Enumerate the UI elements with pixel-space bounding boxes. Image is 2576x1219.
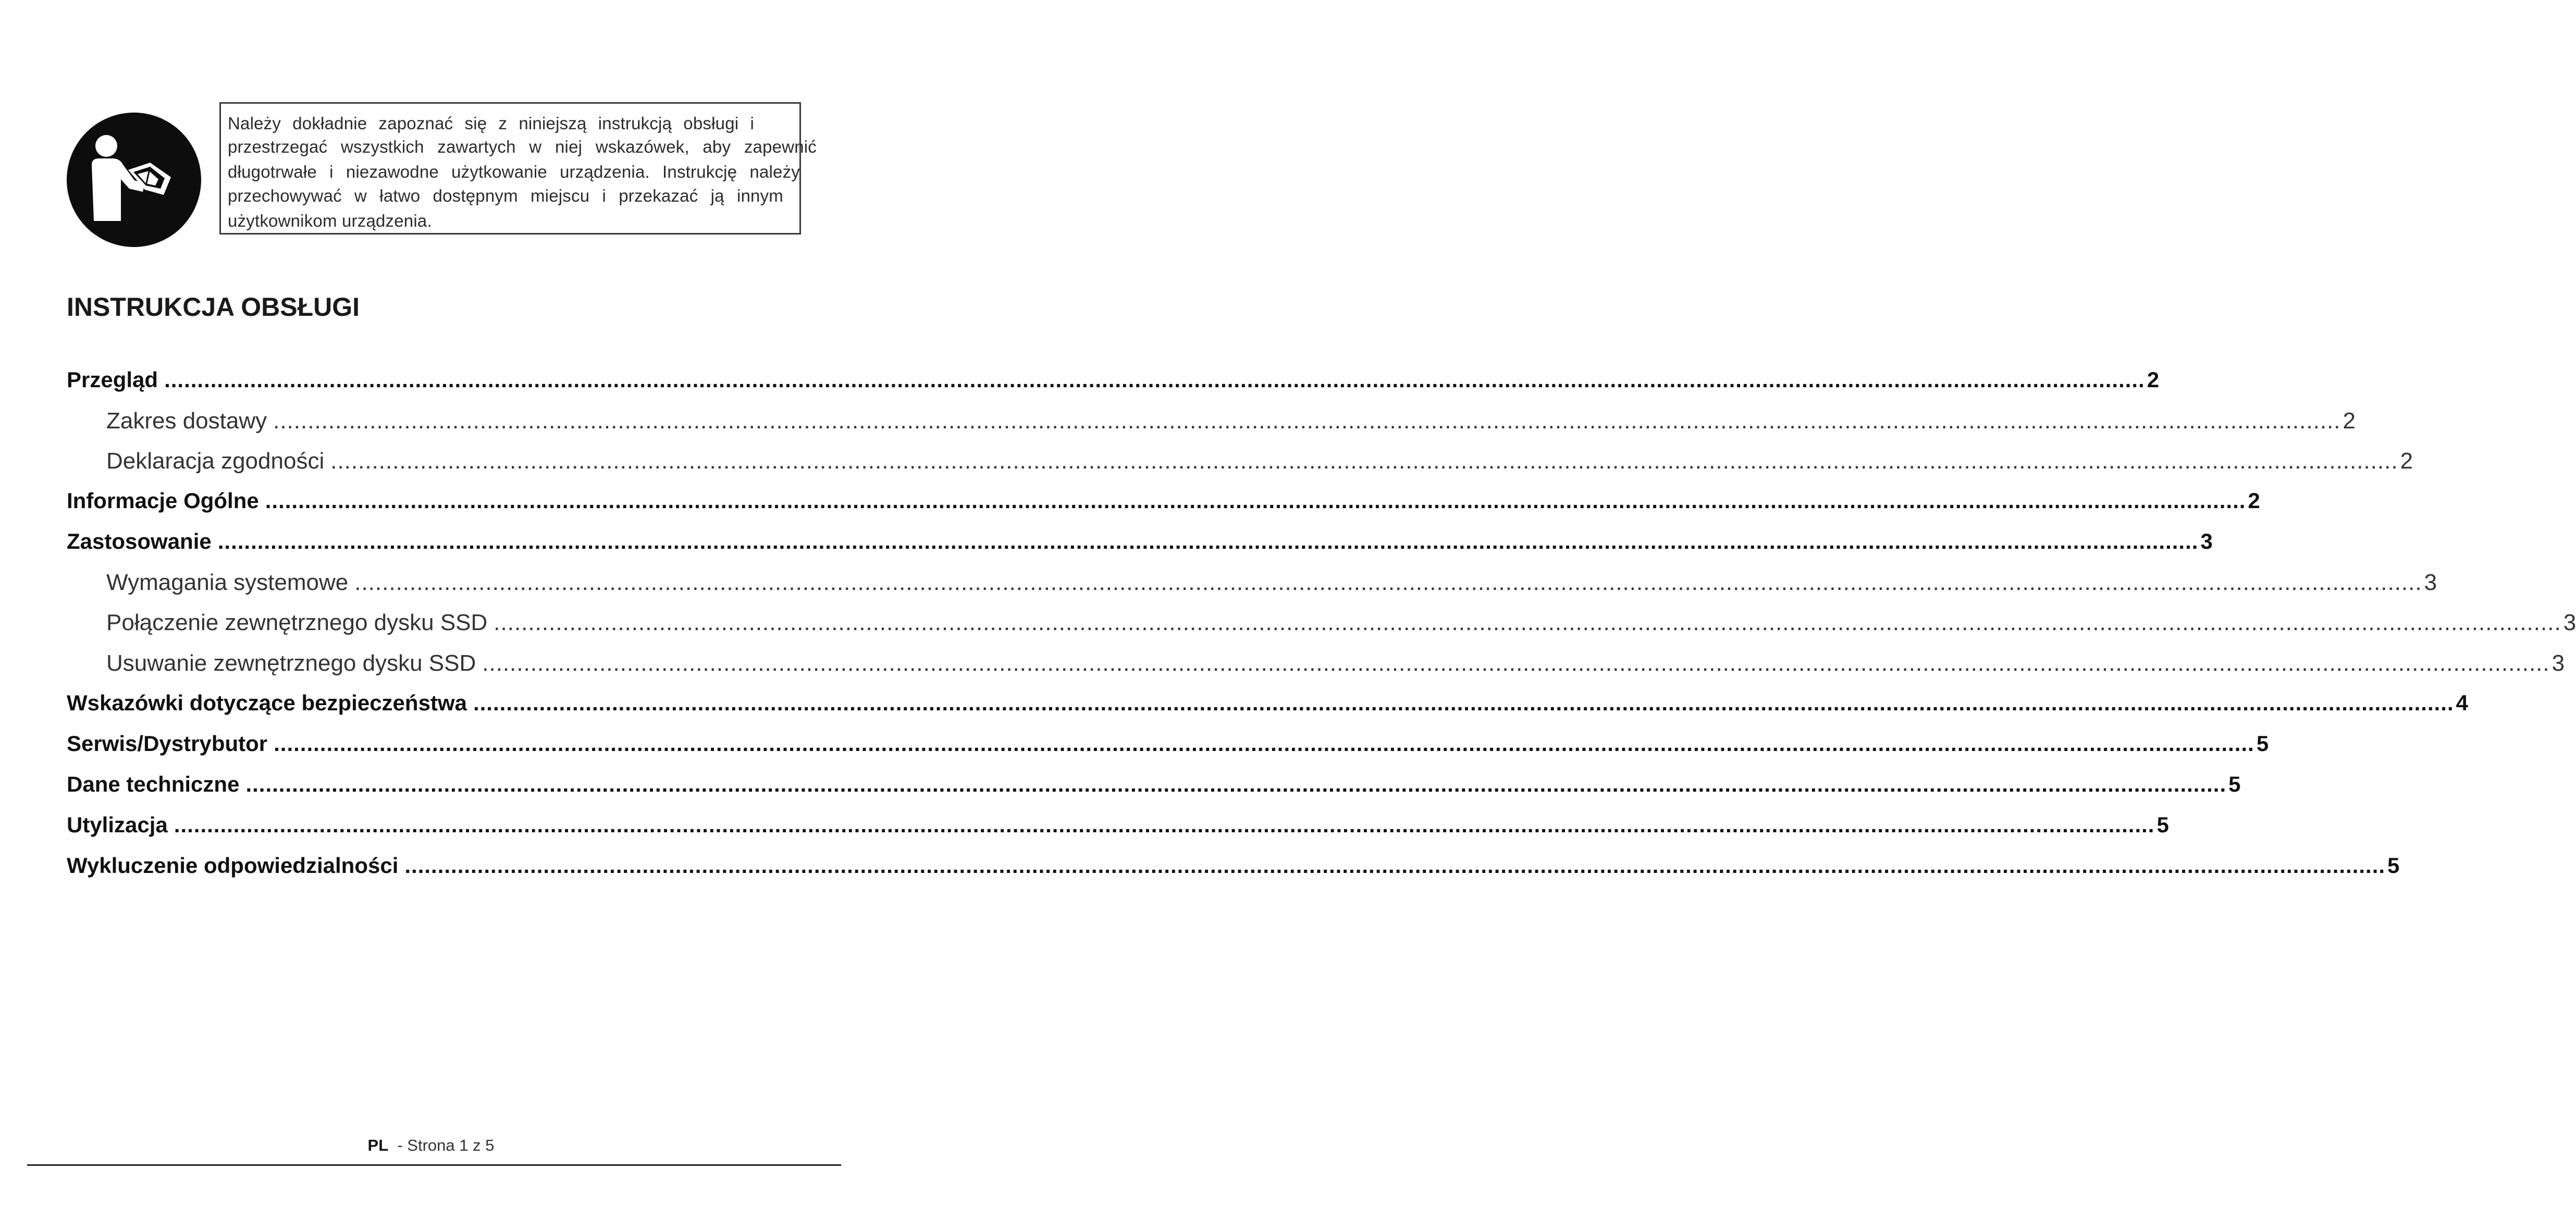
toc-entry[interactable] xyxy=(106,408,2356,439)
toc-entry[interactable] xyxy=(106,650,2565,682)
toc-dot-leader: ............................................................................................................................................................................................................................................................................................................ xyxy=(473,691,2454,715)
notice-line-5: użytkownikom urządzenia. xyxy=(228,211,432,230)
page-title: INSTRUKCJA OBSŁUGI xyxy=(67,292,360,322)
toc-entry-title: Dane techniczne xyxy=(67,772,240,796)
toc-entry[interactable] xyxy=(67,772,2241,803)
toc-dot-leader: ............................................................................................................................................................................................................................................................................................................ xyxy=(265,488,2246,513)
toc-entry-page: 2 xyxy=(2147,367,2160,392)
footer-divider xyxy=(27,1164,841,1166)
toc-entry-page: 5 xyxy=(2156,812,2169,837)
toc-entry-page: 2 xyxy=(2400,448,2413,474)
toc-entry-title: Przegląd xyxy=(67,367,158,392)
page-footer xyxy=(0,1136,862,1155)
toc-dot-leader: ............................................................................................................................................................................................................................................................................................................ xyxy=(274,731,2254,756)
footer-language: PL xyxy=(367,1136,389,1154)
footer-page-info: - Strona 1 z 5 xyxy=(397,1136,495,1154)
toc-entry[interactable] xyxy=(67,367,2160,399)
toc-entry[interactable] xyxy=(67,488,2260,520)
toc-entry[interactable] xyxy=(67,853,2400,884)
toc-entry[interactable] xyxy=(67,529,2213,560)
toc-dot-leader: ............................................................................................................................................................................................................................................................................................................ xyxy=(217,529,2199,553)
toc-entry-title: Wykluczenie odpowiedzialności xyxy=(67,853,399,878)
toc-entry-page: 3 xyxy=(2200,529,2213,553)
toc-entry-page: 2 xyxy=(2343,408,2356,434)
toc-entry[interactable] xyxy=(106,610,2576,641)
toc-entry-page: 5 xyxy=(2228,772,2241,796)
notice-line-4: przechowywać w łatwo dostępnym miejscu i przekazać ją innym xyxy=(228,186,783,205)
toc-dot-leader: ............................................................................................................................................................................................................................................................................................................ xyxy=(164,367,2145,392)
toc-entry-title: Wskazówki dotyczące bezpieczeństwa xyxy=(67,691,467,715)
toc-entry-page: 3 xyxy=(2424,570,2437,595)
toc-entry-title: Utylizacja xyxy=(67,812,168,837)
toc-entry-title: Połączenie zewnętrznego dysku SSD xyxy=(106,610,488,635)
notice-line-1: Należy dokładnie zapoznać się z niniejszą instrukcją obsługi i xyxy=(228,114,754,133)
toc-dot-leader: ............................................................................................................................................................................................................................................................................................................ xyxy=(174,812,2155,837)
toc-entry-page: 4 xyxy=(2456,691,2468,715)
toc-entry-title: Wymagania systemowe xyxy=(106,570,349,595)
toc-entry-title: Informacje Ogólne xyxy=(67,488,259,513)
toc-entry[interactable] xyxy=(106,570,2437,601)
toc-entry-title: Zastosowanie xyxy=(67,529,212,553)
toc-dot-leader: ............................................................................................................................................................................................................................................................................................................ xyxy=(494,610,2561,635)
toc-dot-leader: ............................................................................................................................................................................................................................................................................................................ xyxy=(482,650,2550,676)
toc-entry-page: 5 xyxy=(2256,731,2269,756)
toc-dot-leader: ............................................................................................................................................................................................................................................................................................................ xyxy=(273,408,2341,434)
toc-entry[interactable] xyxy=(67,731,2269,762)
toc-entry-page: 3 xyxy=(2563,610,2576,635)
toc-entry-page: 2 xyxy=(2248,488,2260,513)
toc-entry-title: Serwis/Dystrybutor xyxy=(67,731,268,756)
toc-entry-title: Deklaracja zgodności xyxy=(106,448,325,474)
toc-dot-leader: ............................................................................................................................................................................................................................................................................................................ xyxy=(354,570,2422,595)
toc-entry[interactable] xyxy=(106,448,2413,479)
toc-entry[interactable] xyxy=(67,812,2169,844)
toc-entry-title: Zakres dostawy xyxy=(106,408,267,434)
toc-dot-leader: ............................................................................................................................................................................................................................................................................................................ xyxy=(404,853,2386,878)
notice-line-3: długotrwałe i niezawodne użytkowanie urządzenia. Instrukcję należy xyxy=(228,162,800,181)
toc-entry-title: Usuwanie zewnętrznego dysku SSD xyxy=(106,650,476,676)
toc-entry-page: 5 xyxy=(2387,853,2400,878)
notice-line-2: przestrzegać wszystkich zawartych w niej wskazówek, aby zapewnić xyxy=(228,137,817,156)
toc-dot-leader: ............................................................................................................................................................................................................................................................................................................ xyxy=(330,448,2398,474)
read-manual-icon xyxy=(67,122,201,238)
toc-entry-page: 3 xyxy=(2552,650,2565,676)
toc-dot-leader: ............................................................................................................................................................................................................................................................................................................ xyxy=(245,772,2227,796)
toc-entry[interactable] xyxy=(67,691,2468,722)
